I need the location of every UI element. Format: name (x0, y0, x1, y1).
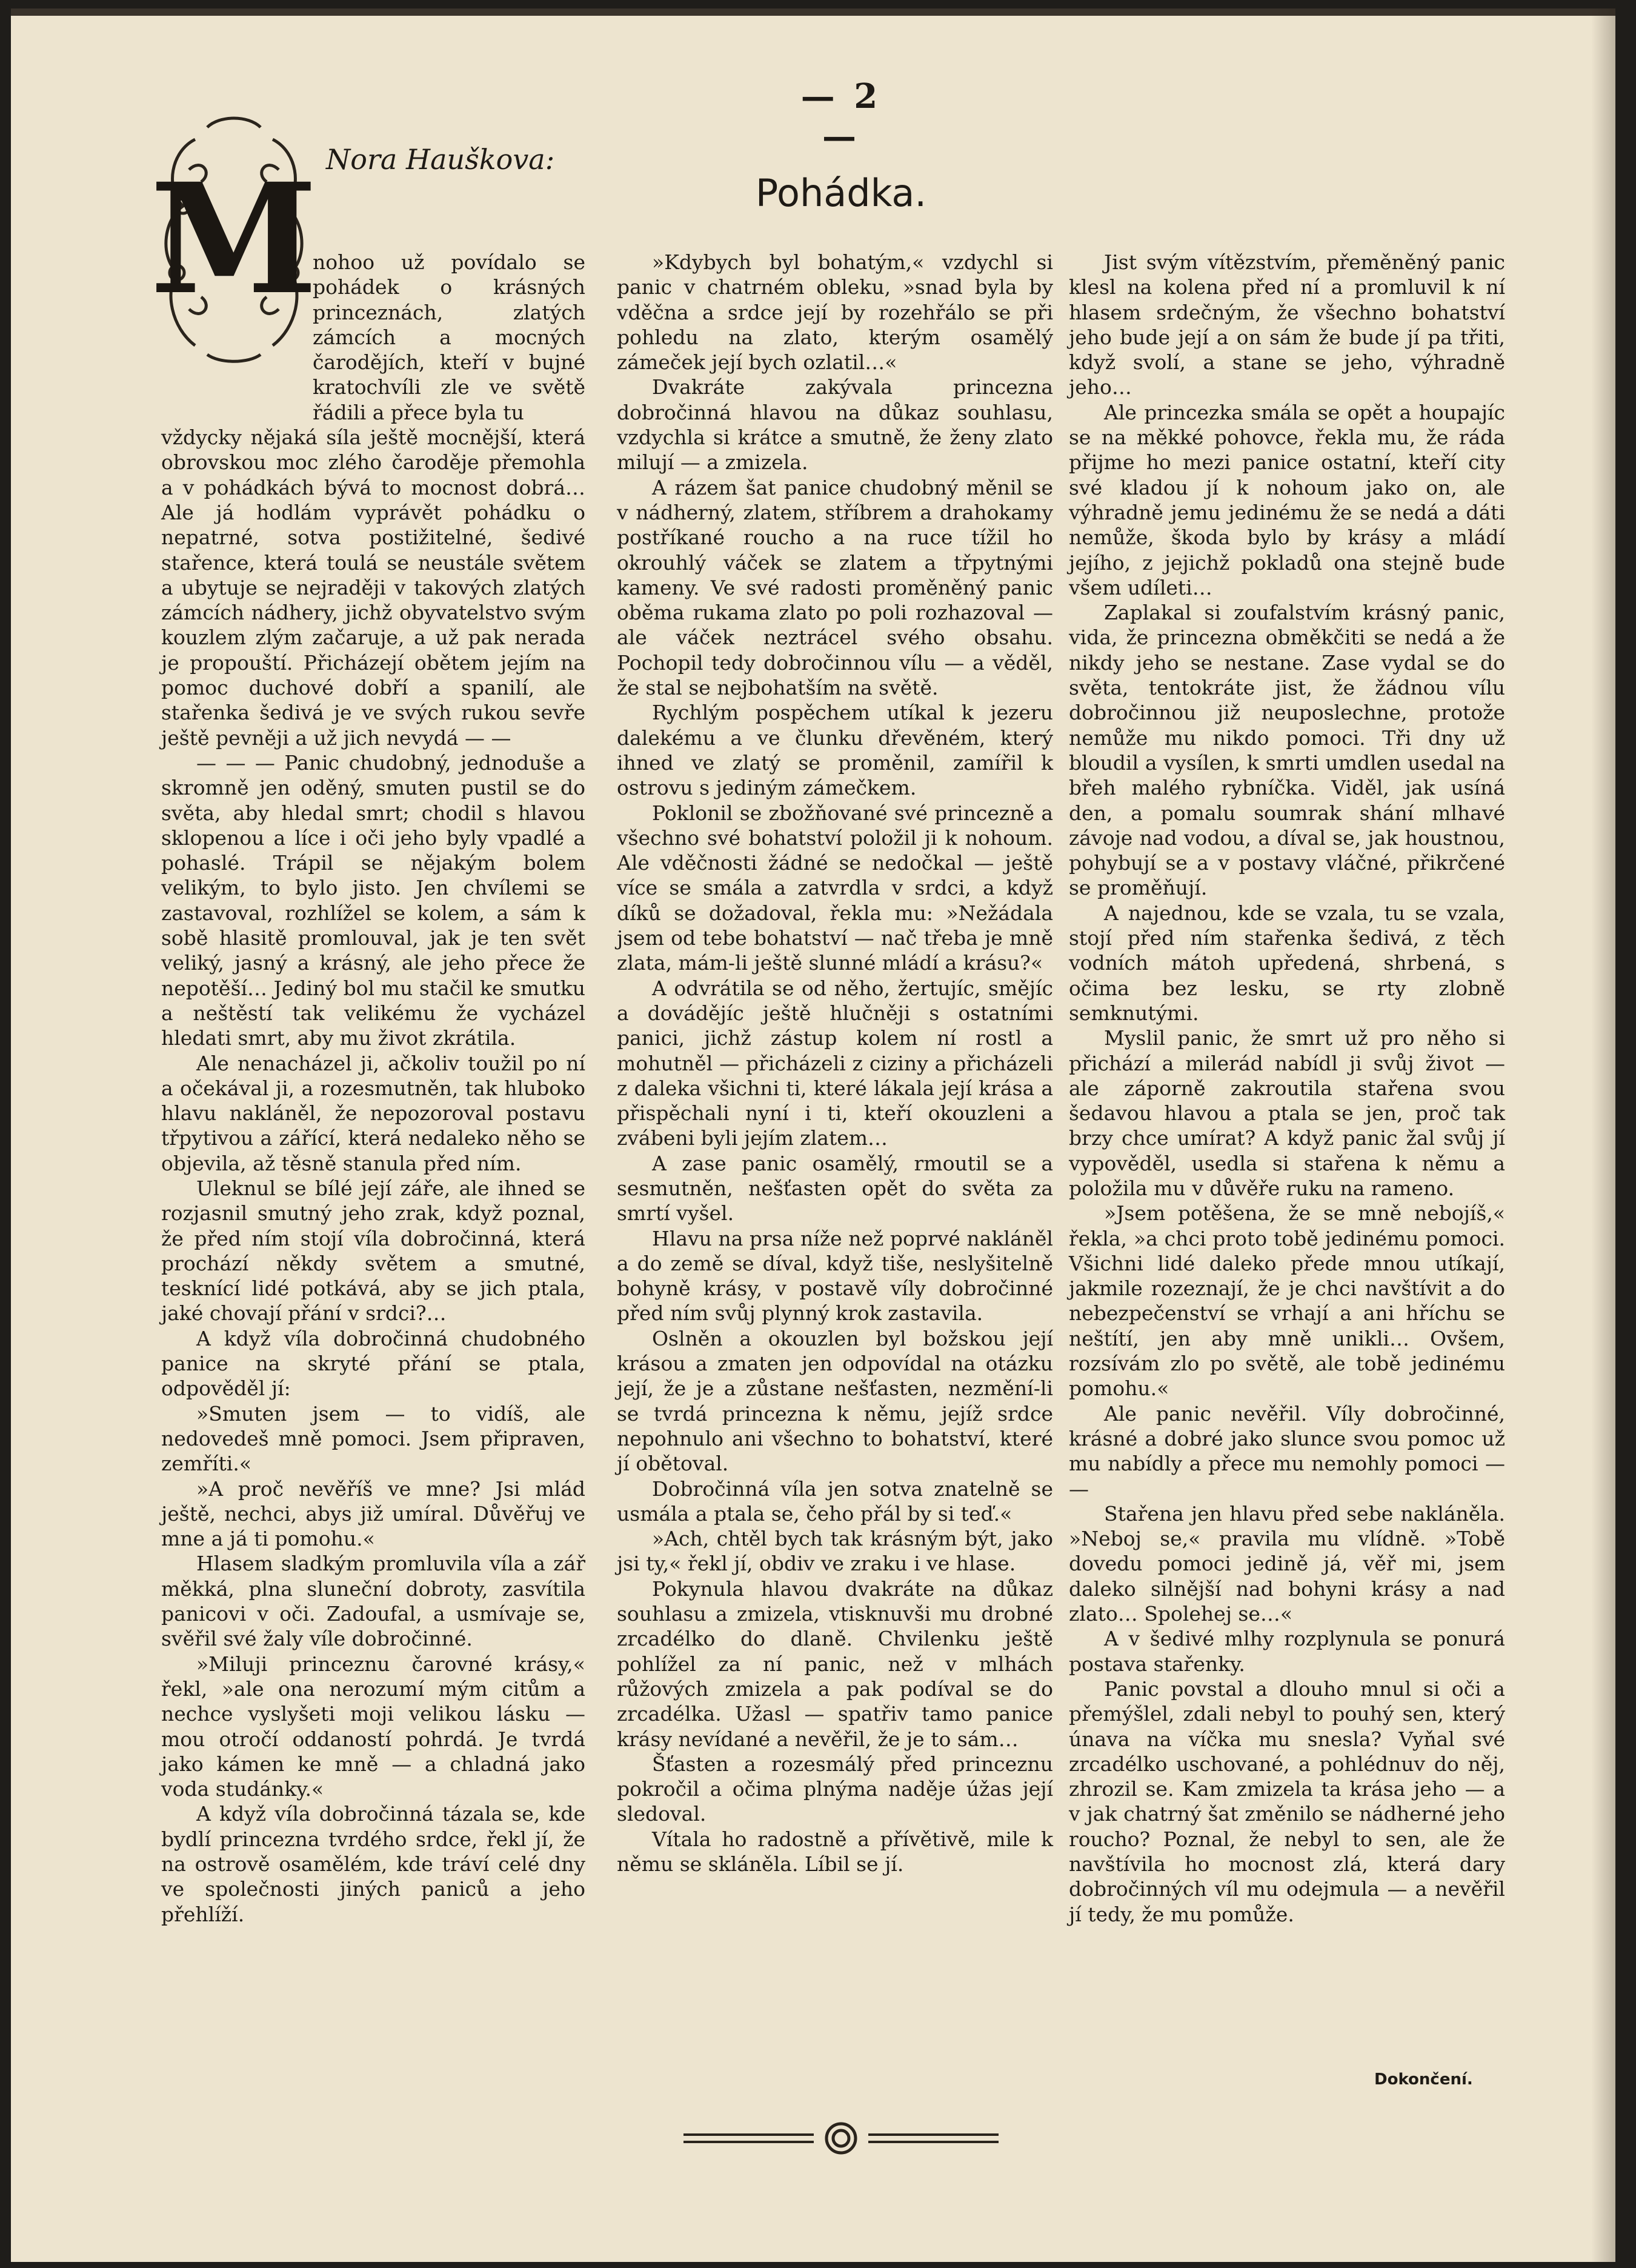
text-column-1 (161, 250, 585, 1927)
paragraph: Ale panic nevěřil. Víly dobročinné, krásné a dobré jako slunce svou pomoc už mu nabídly a přece mu nemohly pomoci — — (1069, 1401, 1505, 1501)
paragraph: A odvrátila se od něho, žertujíc, smějíc a dovádějíc ještě hlučněji s ostatními panici, jichž zástup kolem ní rostl a mohutněl — přicházeli z ciziny a přicházeli z daleka všichni ti, které lákala její krása a přispěchali nyní i ti, kteří okouzleni a zvábeni byli jejím zlatem… (617, 976, 1053, 1150)
text-column-2 (617, 250, 1053, 1876)
text-column-3 (1069, 250, 1505, 1927)
newspaper-page (11, 8, 1615, 2262)
paragraph: Jist svým vítězstvím, přeměněný panic klesl na kolena před ní a promluvil k ní hlasem srdečným, že všechno bohatství jeho bude její a on sám že bude jí pa třiti, když svolí, a stane se jeho, výhradně jeho… (1069, 250, 1505, 399)
paragraph: A rázem šat panice chudobný měnil se v nádherný, zlatem, stříbrem a drahokamy postříkané roucho a na ruce tížil ho okrouhlý váček se zlatem a třpytnými kameny. Ve své radosti proměněný panic oběma rukama zlato po poli rozhazoval — ale váček neztrácel svého obsahu. Pochopil tedy dobročinnou vílu — a věděl, že stal se nejbohatším na světě. (617, 475, 1053, 700)
paragraph: Oslněn a okouzlen byl božskou její krásou a zmaten jen odpovídal na otázku její, že je a zůstane nešťasten, nezmění-li se tvrdá princezna k němu, jejíž srdce nepohnulo ani všechno to bohatství, které jí obětoval. (617, 1326, 1053, 1476)
paragraph: A najednou, kde se vzala, tu se vzala, stojí před ním stařenka šedivá, z těch vodních mátoh upředená, shrbená, s očima bez lesku, se rty zlobně semknutými. (1069, 901, 1505, 1025)
paragraph-intro-continued: vždycky nějaká síla ještě mocnější, která obrovskou moc zlého čaroděje přemohla a v pohádkách bývá to mocnost dobrá… Ale já hodlám vyprávět pohádku o nepatrné, sotva postižitelné, šedivé stařence, která toulá se neustále světem a ubytuje se nejraději v takových zlatých zámcích nádhery, jichž obyvatelstvo svým kouzlem zlým začaruje, a už pak nerada je propouští. Přicházejí obětem jejím na pomoc duchové dobří a spanilí, ale stařenka šedivá je ve svých rukou sevře ještě pevněji a už jich nevydá — — (161, 425, 585, 750)
paragraph: Dobročinná víla jen sotva znatelně se usmála a ptala se, čeho přál by si teď.« (617, 1476, 1053, 1526)
paragraph: »A proč nevěříš ve mne? Jsi mlád ještě, nechci, abys již umíral. Důvěřuj ve mne a já ti pomohu.« (161, 1476, 585, 1551)
end-ornament (677, 2120, 1005, 2156)
paragraph: »Kdybych byl bohatým,« vzdychl si panic v chatrném obleku, »snad byla by vděčna a srdce její by rozehřálo se při pohledu na zlato, kterým osamělý zámeček její bych ozlatil…« (617, 250, 1053, 375)
paragraph: Ale princezka smála se opět a houpajíc se na měkké pohovce, řekla mu, že ráda přijme ho mezi panice ostatní, kteří city své kladou jí k nohoum jako on, ale výhradně jemu jedinému že se nedá a dáti nemůže, škoda bylo by krásy a mládí jejího, z jejichž pokladů ona stejně bude všem udíleti… (1069, 400, 1505, 599)
paragraph-intro: nohoo už povídalo se pohádek o krásných princeznách, zlatých zámcích a mocných čarodějích, kteří v bujné kratochvíli zle ve světě řádili a přece byla tu (313, 250, 585, 424)
paragraph: Rychlým pospěchem utíkal k jezeru dalekému a ve člunku dřevěném, který ihned ve zlatý se proměnil, zamířil k ostrovu s jediným zámečkem. (617, 701, 1053, 800)
paragraph: Panic povstal a dlouho mnul si oči a přemýšlel, zdali nebyl to pouhý sen, který únava na víčka mu snesla? Vyňal své zrcadélko uschované, a pohlédnuv do něj, zhrozil se. Kam zmizela ta krása jeho — a v jak chatrný šat změnilo se nádherné jeho roucho? Poznal, že nebyl to sen, ale že navštívila ho mocnost zlá, která dary dobročinných víl mu odejmula — a nevěřil jí tedy, že mu pomůže. (1069, 1676, 1505, 1926)
paragraph: Hlasem sladkým promluvila víla a zář měkká, plna sluneční dobroty, zasvítila panicovi v oči. Zadoufal, a usmívaje se, svěřil své žaly víle dobročinné. (161, 1552, 585, 1651)
paragraph: Myslil panic, že smrt už pro něho si přichází a milerád nabídl ji svůj život — ale záporně zakroutila stařena svou šedavou hlavou a ptala se jen, proč tak brzy chce umírat? A když panic žal svůj jí vypověděl, usedla si stařena k němu a položila mu v důvěře ruku na rameno. (1069, 1026, 1505, 1200)
story-title: Pohádka. (755, 171, 927, 215)
paragraph: A když víla dobročinná chudobného panice na skryté přání se ptala, odpověděl jí: (161, 1326, 585, 1401)
paragraph: »Miluji princeznu čarovné krásy,« řekl, »ale ona nerozumí mým citům a nechce vyslyšeti moji velikou lásku — mou otročí oddaností pohrdá. Je tvrdá jako kámen ke mně — a chladná jako voda studánky.« (161, 1652, 585, 1801)
paragraph: Poklonil se zbožňované své princezně a všechno své bohatství položil ji k nohoum. Ale vděčnosti žádné se nedočkal — ještě více se smála a zatvrdla v srdci, a když díků se dožadoval, řekla mu: »Nežádala jsem od tebe bohatství — nač třeba je mně zlata, mám-li ještě slunné mládí a krásu?« (617, 801, 1053, 975)
top-border (11, 8, 1615, 16)
paragraph: Ale nenacházel ji, ačkoliv toužil po ní a očekával ji, a rozesmutněn, tak hluboko hlavu nakláněl, že nepozoroval postavu třpytivou a zářící, která nedaleko něho se objevila, až těsně stanula před ním. (161, 1051, 585, 1175)
paragraph: Šťasten a rozesmálý před princeznu pokročil a očima plnýma naděje úžas její sledoval. (617, 1752, 1053, 1826)
paragraph: — — — Panic chudobný, jednoduše a skromně jen oděný, smuten pustil se do světa, aby hledal smrt; chodil s hlavou sklopenou a líce i oči jeho byly vpadlé a pohaslé. Trápil se nějakým bolem velikým, to bylo jisto. Jen chvílemi se zastavoval, rozhlížel se kolem, a sám k sobě hlasitě promlouval, jak je ten svět veliký, jasný a krásný, ale jeho přece že nepotěší… Jediný bol mu stačil ke smutku a neštěstí tak velikému že vycházel hledati smrt, aby mu život zkrátila. (161, 750, 585, 1050)
paragraph: Dvakráte zakývala princezna dobročinná hlavou na důkaz souhlasu, vzdychla si krátce a smutně, že ženy zlato milují — a zmizela. (617, 375, 1053, 475)
paragraph: »Smuten jsem — to vidíš, ale nedovedeš mně pomoci. Jsem připraven, zemříti.« (161, 1401, 585, 1476)
paragraph: Uleknul se bílé její záře, ale ihned se rozjasnil smutný jeho zrak, když poznal, že před ním stojí víla dobročinná, která prochází někdy světem a smutné, tesknící lidé potkává, aby se jich ptala, jaké chovají přání v srdci?… (161, 1176, 585, 1326)
paragraph: Stařena jen hlavu před sebe nakláněla. »Neboj se,« pravila mu vlídně. »Tobě dovedu pomoci jedině já, věř mi, jsem daleko silnější nad bohyni krásy a nad zlato… Spolehej se…« (1069, 1501, 1505, 1626)
paragraph: A v šedivé mlhy rozplynula se ponurá postava stařenky. (1069, 1627, 1505, 1676)
paragraph: Vítala ho radostně a přívětivě, mile k němu se skláněla. Líbil se jí. (617, 1827, 1053, 1876)
continuation-note: Dokončení. (1374, 2070, 1473, 2089)
paragraph: Zaplakal si zoufalstvím krásný panic, vida, že princezna obměkčiti se nedá a že nikdy jeho se nestane. Zase vydal se do světa, tentokráte jist, že žádnou vílu dobročinnou již neuposlechne, protože nemůže mu nikdo pomoci. Tři dny už bloudil a vysílen, k smrti umdlen usedal na břeh malého rybníčka. Viděl, jak usíná den, a pomalu soumrak shání mlhavé závoje nad vodou, a díval se, jak houstnou, pohybují se a v postavy vláčné, přikrčené se proměňují. (1069, 601, 1505, 900)
author-name: Nora Hauškova: (326, 143, 555, 176)
paragraph: A když víla dobročinná tázala se, kde bydlí princezna tvrdého srdce, řekl jí, že na ostrově osamělém, kde tráví celé dny ve společnosti jiných paniců a jeho přehlíží. (161, 1802, 585, 1926)
drop-cap-letter: M (150, 150, 318, 328)
paragraph: Hlavu na prsa níže než poprvé nakláněl a do země se díval, když tiše, neslyšitelně bohyně krásy, v postavě víly dobročinné před ním svůj plynný krok zastavila. (617, 1226, 1053, 1326)
paragraph: »Jsem potěšena, že se mně nebojíš,« řekla, »a chci proto tobě jedinému pomoci. Všichni lidé daleko přede mnou utíkají, jakmile rozeznají, že je chci navštívit a do nebezpečenství se vrhají a ani hříchu se neštítí, jen aby mně unikli… Ovšem, rozsívám zlo po světě, ale tobě jedinému pomohu.« (1069, 1201, 1505, 1401)
page-number: — 2 — (800, 76, 882, 156)
paragraph: Pokynula hlavou dvakráte na důkaz souhlasu a zmizela, vtisknuvši mu drobné zrcadélko do dlaně. Chvilenku ještě pohlížel za ní panic, než v mlhách růžových zmizela a pak podíval se do zrcadélka. Užasl — spatřiv tamo panice krásy nevídané a nevěřil, že je to sám… (617, 1576, 1053, 1751)
paragraph: A zase panic osamělý, rmoutil se a sesmutněn, nešťasten opět do světa za smrtí vyšel. (617, 1151, 1053, 1226)
paragraph: »Ach, chtěl bych tak krásným být, jako jsi ty,« řekl jí, obdiv ve zraku i ve hlase. (617, 1527, 1053, 1576)
